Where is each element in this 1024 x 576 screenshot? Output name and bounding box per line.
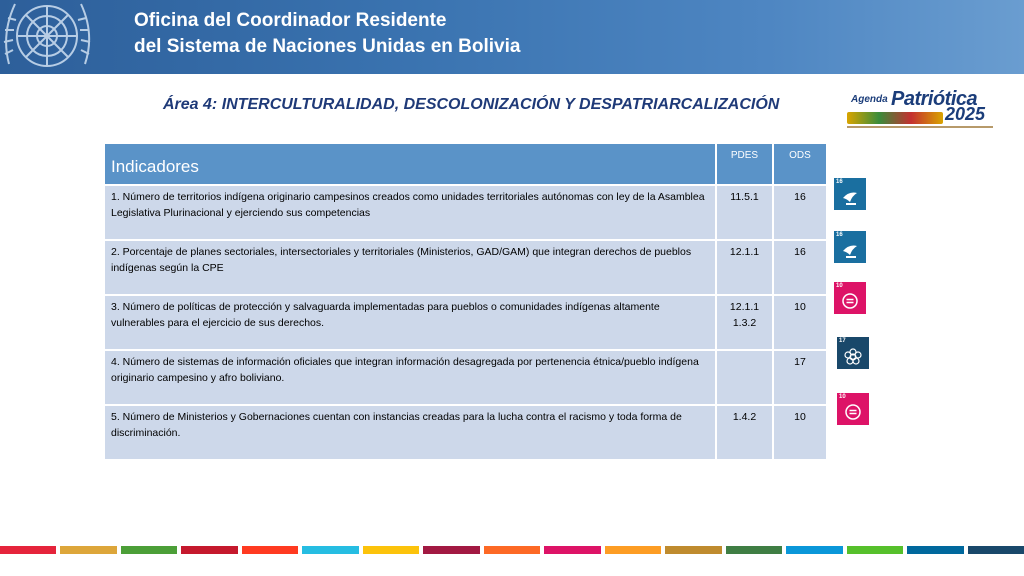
logo-word-patriotica: Patriótica bbox=[891, 88, 978, 110]
ods-value: 16 bbox=[773, 185, 827, 240]
table-row bbox=[104, 405, 827, 460]
sdg-goal-number: 16 bbox=[836, 179, 843, 185]
pdes-value: 1.4.2 bbox=[716, 405, 773, 460]
footer-color-segment bbox=[60, 546, 116, 554]
table-row bbox=[104, 185, 827, 240]
indicator-text: 5. Número de Ministerios y Gobernaciones cuentan con instancias creadas para la lucha contra el racismo y toda forma de discriminación. bbox=[104, 405, 716, 460]
table-row bbox=[104, 240, 827, 295]
indicators-table bbox=[103, 142, 828, 461]
sdg-goal-number: 10 bbox=[839, 394, 846, 400]
pdes-value: 12.1.1 1.3.2 bbox=[716, 295, 773, 350]
sdg-goal-number: 10 bbox=[836, 283, 843, 289]
sdg-10-reduced-inequalities-icon bbox=[837, 393, 869, 425]
table-header-row bbox=[104, 143, 827, 185]
sdg-16-peace-dove-icon bbox=[834, 178, 866, 210]
sdg-goal-number: 17 bbox=[839, 338, 846, 344]
footer-color-segment bbox=[907, 546, 963, 554]
ods-value: 10 bbox=[773, 295, 827, 350]
footer-color-segment bbox=[968, 546, 1024, 554]
sdg-color-stripe bbox=[0, 546, 1024, 554]
pdes-value: 11.5.1 bbox=[716, 185, 773, 240]
pdes-value bbox=[716, 350, 773, 405]
table-row bbox=[104, 295, 827, 350]
footer-color-segment bbox=[302, 546, 358, 554]
footer-color-segment bbox=[423, 546, 479, 554]
area-title: Área 4: INTERCULTURALIDAD, DESCOLONIZACIÓN Y DESPATRIARCALIZACIÓN bbox=[163, 96, 780, 113]
header-indicadores: Indicadores bbox=[104, 143, 716, 185]
sdg-16-peace-dove-icon bbox=[834, 231, 866, 263]
footer-color-segment bbox=[363, 546, 419, 554]
un-emblem-icon bbox=[0, 0, 102, 74]
indicator-text: 3. Número de políticas de protección y salvaguarda implementadas para pueblos o comunidades indígenas altamente vulnerables para el ejercicio de sus derechos. bbox=[104, 295, 716, 350]
footer-color-segment bbox=[0, 546, 56, 554]
table-row bbox=[104, 350, 827, 405]
indicator-text: 1. Número de territorios indígena originario campesinos creados como unidades territoriales autónomas con ley de la Asamblea Legislativa Plurinacional y ejerciendo sus competencias bbox=[104, 185, 716, 240]
ods-value: 16 bbox=[773, 240, 827, 295]
pdes-value: 12.1.1 bbox=[716, 240, 773, 295]
ods-value: 10 bbox=[773, 405, 827, 460]
ods-value: 17 bbox=[773, 350, 827, 405]
header-title-line1: Oficina del Coordinador Residente bbox=[134, 10, 447, 31]
footer-color-segment bbox=[605, 546, 661, 554]
logo-color-band bbox=[847, 112, 943, 124]
footer-color-segment bbox=[242, 546, 298, 554]
indicator-text: 2. Porcentaje de planes sectoriales, intersectoriales y territoriales (Ministerios, GAD/GAM) que integran derechos de pueblos indígenas según la CPE bbox=[104, 240, 716, 295]
sdg-17-partnerships-icon bbox=[837, 337, 869, 369]
footer-color-segment bbox=[544, 546, 600, 554]
footer-color-segment bbox=[484, 546, 540, 554]
logo-word-agenda: Agenda bbox=[851, 94, 888, 105]
agenda-patriotica-logo bbox=[845, 86, 995, 128]
logo-underline bbox=[847, 126, 993, 128]
footer-color-segment bbox=[181, 546, 237, 554]
footer-color-segment bbox=[847, 546, 903, 554]
sdg-goal-number: 16 bbox=[836, 232, 843, 238]
header-title-line2: del Sistema de Naciones Unidas en Bolivia bbox=[134, 36, 521, 57]
logo-year: 2025 bbox=[945, 104, 986, 124]
indicator-text: 4. Número de sistemas de información oficiales que integran información desagregada por pertenencia étnica/pueblo indígena originario campesino y afro boliviano. bbox=[104, 350, 716, 405]
header-ods: ODS bbox=[773, 143, 827, 185]
footer-color-segment bbox=[121, 546, 177, 554]
footer-color-segment bbox=[726, 546, 782, 554]
sdg-10-reduced-inequalities-icon bbox=[834, 282, 866, 314]
footer-color-segment bbox=[665, 546, 721, 554]
header-banner bbox=[0, 0, 1024, 74]
header-pdes: PDES bbox=[716, 143, 773, 185]
footer-color-segment bbox=[786, 546, 842, 554]
